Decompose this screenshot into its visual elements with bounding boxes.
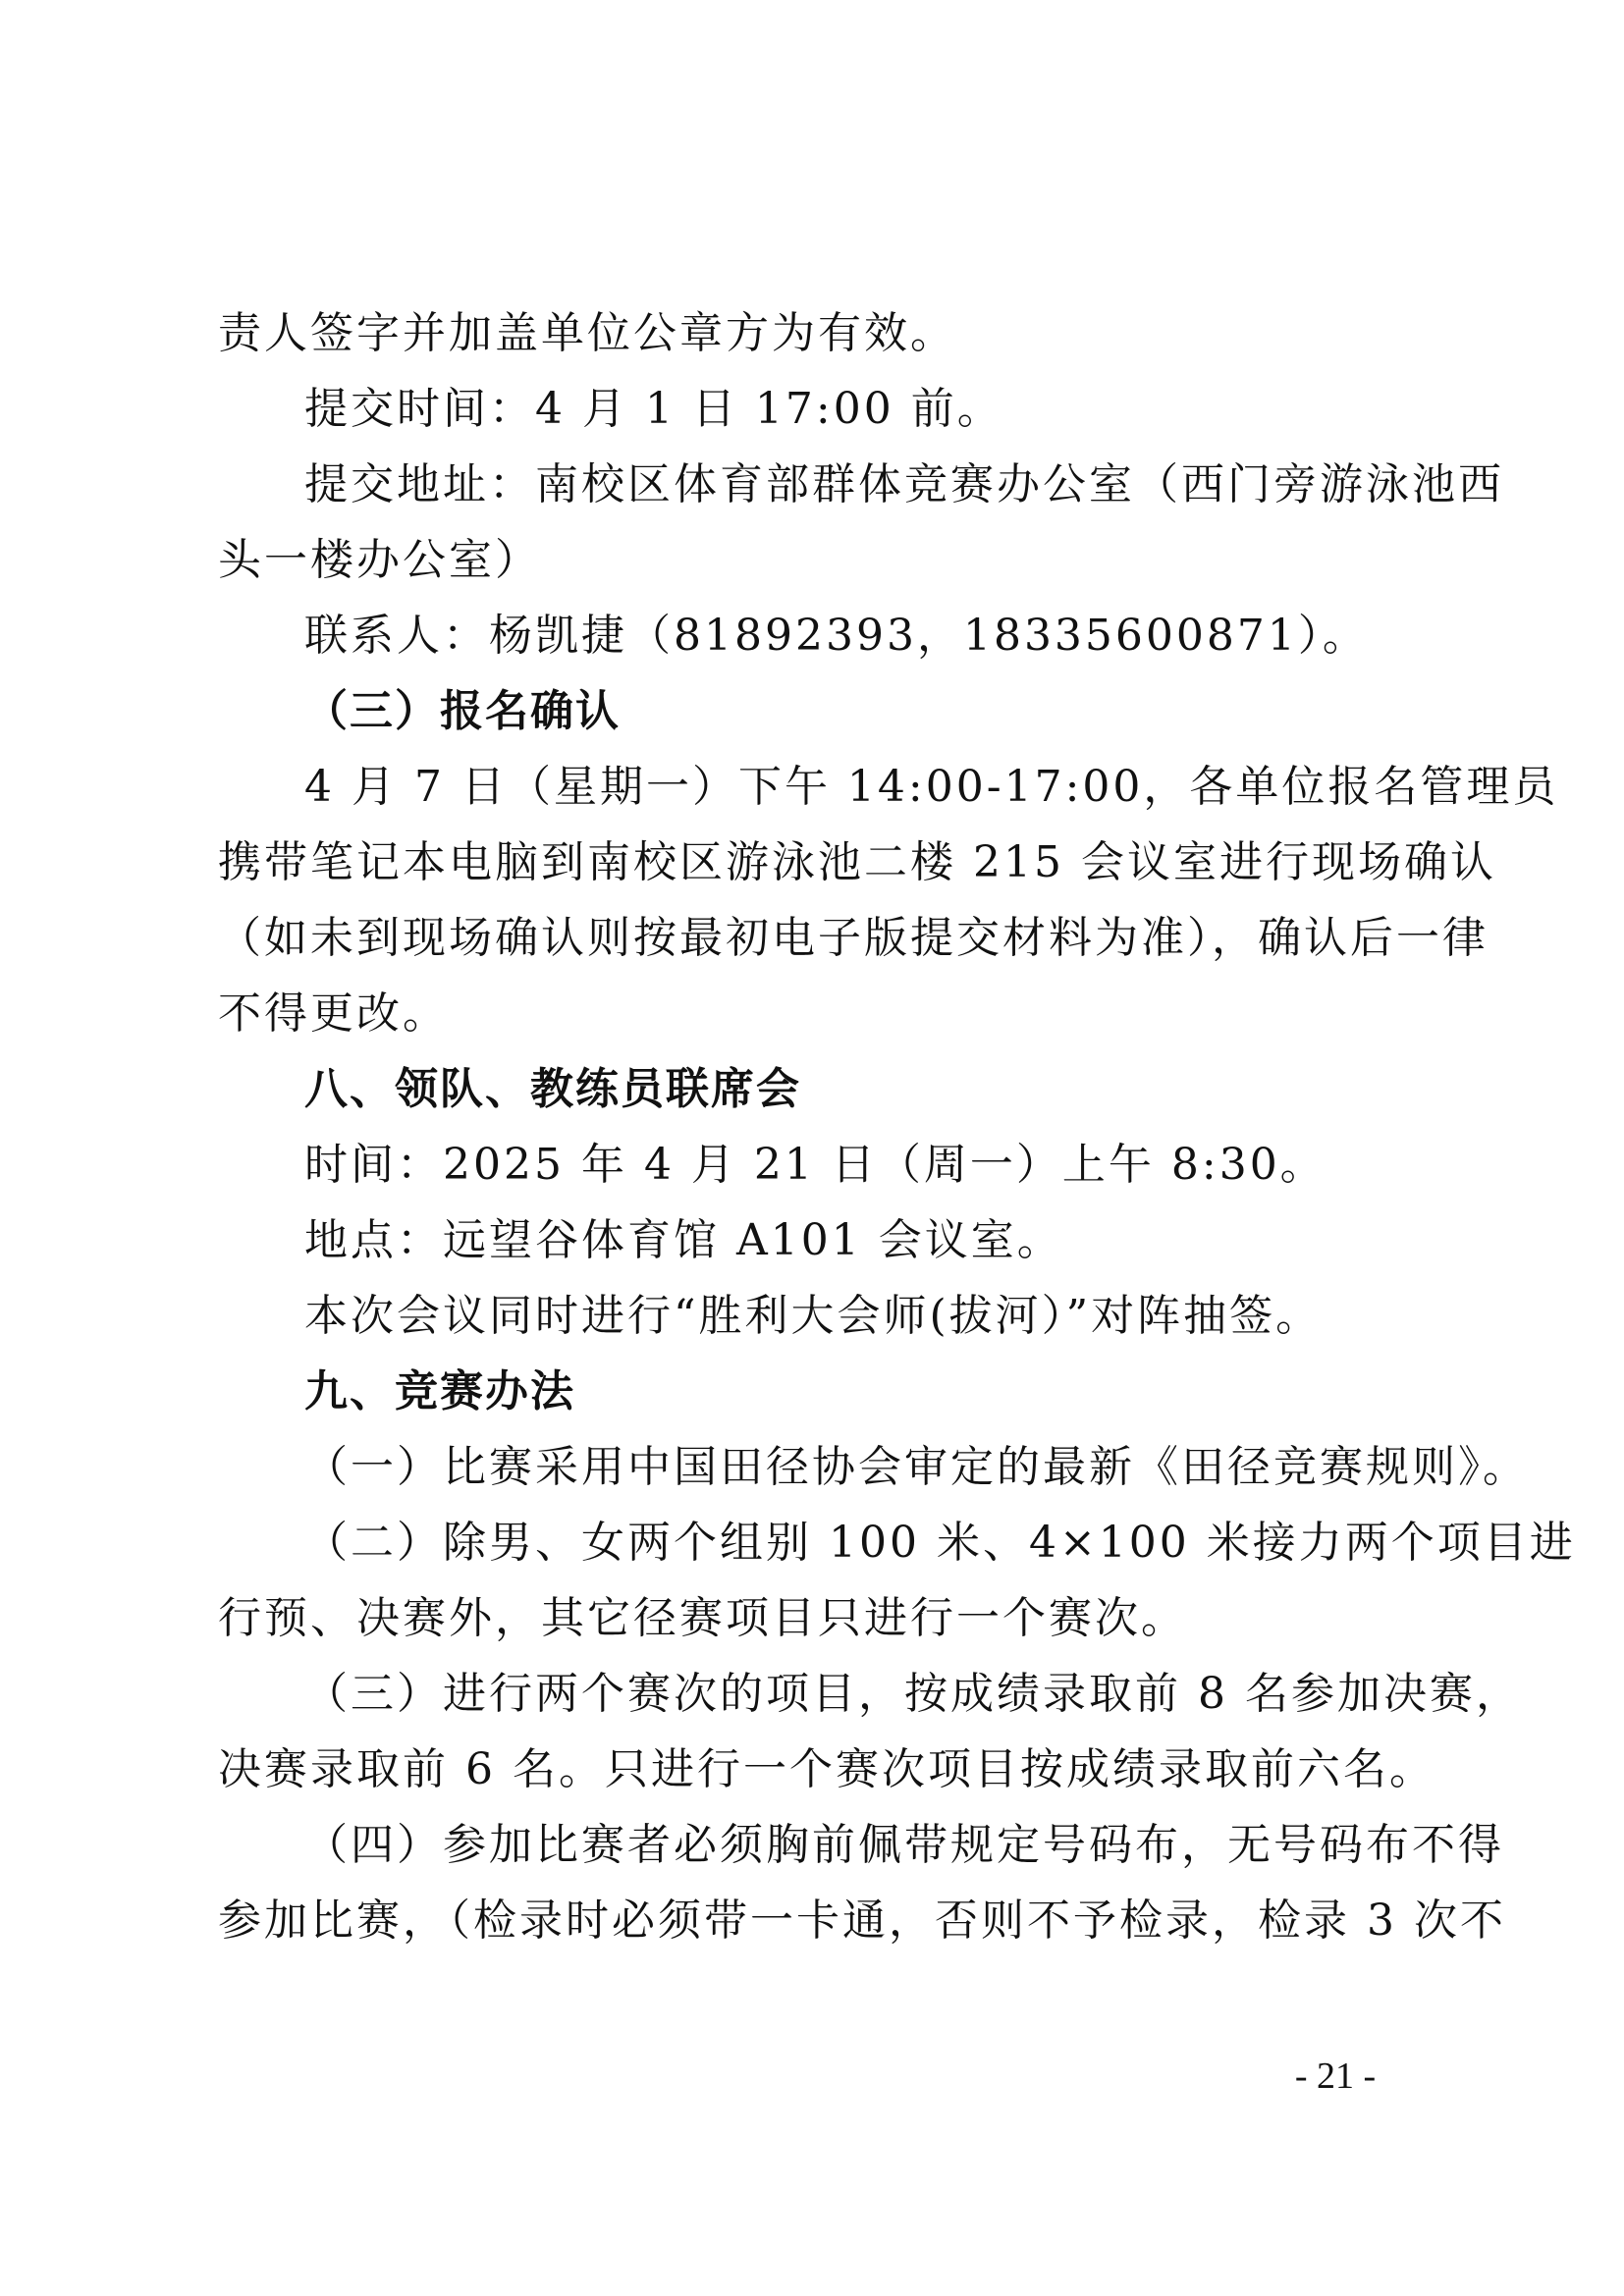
body-line: （四）参加比赛者必须胸前佩带规定号码布，无号码布不得 (304, 1820, 1504, 1870)
meeting-time-line: 时间：2025 年 4 月 21 日（周一）上午 8:30。 (304, 1140, 1326, 1190)
section-heading: 八、领队、教练员联席会 (304, 1064, 801, 1114)
body-line: （一）比赛采用中国田径协会审定的最新《田径竞赛规则》。 (304, 1442, 1529, 1492)
body-line: 参加比赛，（检录时必须带一卡通，否则不予检录，检录 3 次不 (218, 1896, 1506, 1946)
submit-address-line: 提交地址：南校区体育部群体竞赛办公室（西门旁游泳池西 (304, 459, 1504, 509)
page-number: - 21 - (1294, 2056, 1377, 2097)
contact-line: 联系人：杨凯捷（81892393，18335600871）。 (304, 611, 1369, 661)
body-line: 携带笔记本电脑到南校区游泳池二楼 215 会议室进行现场确认 (218, 837, 1496, 887)
subsection-heading: （三）报名确认 (304, 686, 621, 736)
body-line: （如未到现场确认则按最初电子版提交材料为准），确认后一律 (218, 913, 1489, 963)
body-line: 本次会议同时进行“胜利大会师(拔河）”对阵抽签。 (304, 1291, 1323, 1341)
body-line: 4 月 7 日（星期一）下午 14:00-17:00，各单位报名管理员 (304, 762, 1559, 812)
meeting-place-line: 地点：远望谷体育馆 A101 会议室。 (304, 1215, 1063, 1265)
body-line: （三）进行两个赛次的项目，按成绩录取前 8 名参加决赛， (304, 1669, 1522, 1719)
body-line: （二）除男、女两个组别 100 米、4×100 米接力两个项目进 (304, 1518, 1576, 1568)
section-heading: 九、竞赛办法 (304, 1366, 575, 1416)
body-line: 行预、决赛外，其它径赛项目只进行一个赛次。 (218, 1593, 1187, 1643)
body-line: 责人签字并加盖单位公章方为有效。 (218, 308, 956, 358)
body-line: 头一楼办公室） (218, 535, 541, 585)
submit-time-line: 提交时间：4 月 1 日 17:00 前。 (304, 384, 1003, 434)
body-line: 决赛录取前 6 名。只进行一个赛次项目按成绩录取前六名。 (218, 1744, 1435, 1794)
body-line: 不得更改。 (218, 988, 449, 1039)
